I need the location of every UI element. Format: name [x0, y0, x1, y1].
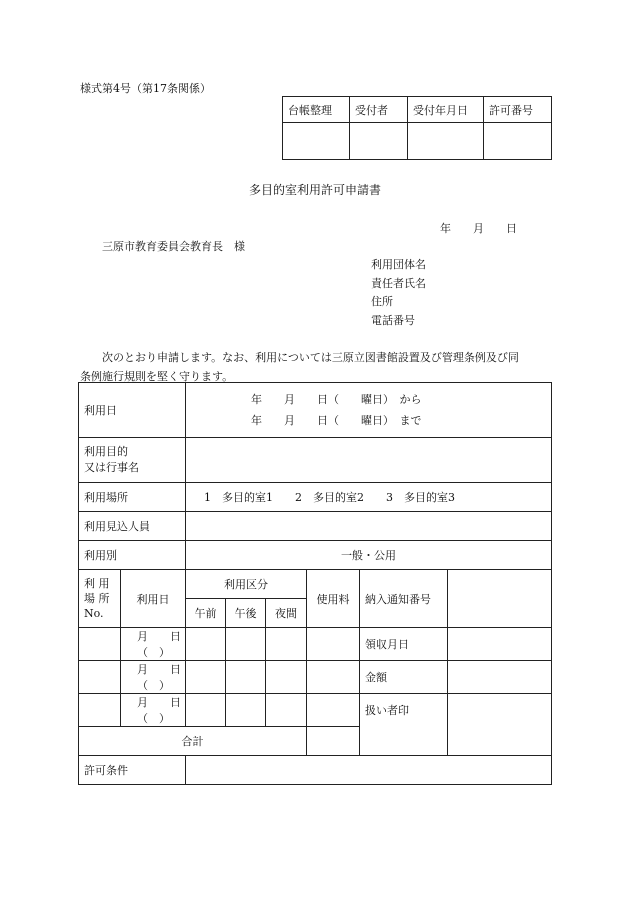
permit-number-header: 許可番号 — [484, 97, 552, 123]
reception-date-header: 受付年月日 — [408, 97, 484, 123]
applicant-phone-label: 電話番号 — [371, 314, 415, 327]
row1-date[interactable]: 月 日（ ） — [121, 628, 186, 661]
conditions-field[interactable] — [186, 756, 552, 785]
category-label: 利用別 — [79, 541, 186, 570]
payment-notice-label: 納入通知番号 — [360, 570, 448, 628]
total-label: 合計 — [79, 727, 307, 756]
place-number-line-3: No. — [84, 607, 104, 620]
purpose-label — [79, 438, 186, 483]
applicant-name-label: 責任者氏名 — [371, 277, 426, 290]
morning-header: 午前 — [186, 599, 226, 628]
usage-day-header: 利用日 — [121, 570, 186, 628]
form-number: 様式第4号（第17条関係） — [80, 82, 211, 95]
ledger-cell[interactable] — [283, 123, 350, 160]
office-use-table — [282, 96, 552, 160]
total-fee[interactable] — [307, 727, 360, 756]
row3-place-number[interactable] — [79, 694, 121, 727]
row1-place-number[interactable] — [79, 628, 121, 661]
row1-fee[interactable] — [307, 628, 360, 661]
row3-date[interactable]: 月 日（ ） — [121, 694, 186, 727]
purpose-field[interactable] — [186, 438, 552, 483]
night-header: 夜間 — [266, 599, 307, 628]
amount-field[interactable] — [448, 661, 552, 694]
purpose-label-line-2: 又は行事名 — [84, 461, 139, 474]
date-line: 年 月 日 — [440, 222, 517, 235]
row3-afternoon[interactable] — [226, 694, 266, 727]
row3-morning[interactable] — [186, 694, 226, 727]
usage-date-cell[interactable] — [186, 383, 552, 438]
usage-date-label: 利用日 — [79, 383, 186, 438]
amount-label: 金額 — [360, 661, 448, 694]
attendees-label: 利用見込人員 — [79, 512, 186, 541]
row2-place-number[interactable] — [79, 661, 121, 694]
permit-number-cell[interactable] — [484, 123, 552, 160]
category-value[interactable]: 一般・公用 — [186, 541, 552, 570]
place-options[interactable]: 1 多目的室1 2 多目的室2 3 多目的室3 — [186, 483, 552, 512]
row1-morning[interactable] — [186, 628, 226, 661]
row2-morning[interactable] — [186, 661, 226, 694]
receiver-header: 受付者 — [350, 97, 408, 123]
statement-line-2: 条例施行規則を堅く守ります。 — [80, 370, 234, 383]
row1-night[interactable] — [266, 628, 307, 661]
row1-afternoon[interactable] — [226, 628, 266, 661]
fee-header: 使用料 — [307, 570, 360, 628]
receiver-cell[interactable] — [350, 123, 408, 160]
payment-notice-field[interactable] — [448, 570, 552, 628]
place-number-label — [79, 570, 121, 628]
ledger-header: 台帳整理 — [283, 97, 350, 123]
form-title: 多目的室利用許可申請書 — [249, 183, 382, 197]
applicant-address-label: 住所 — [371, 295, 393, 308]
place-label: 利用場所 — [79, 483, 186, 512]
conditions-label: 許可条件 — [79, 756, 186, 785]
usage-date-from: 年 月 日（ 曜日） から — [251, 393, 422, 406]
addressee: 三原市教育委員会教育長 様 — [102, 240, 245, 253]
row2-afternoon[interactable] — [226, 661, 266, 694]
application-table — [78, 382, 552, 785]
purpose-label-line-1: 利用目的 — [84, 445, 128, 458]
receipt-date-label: 領収月日 — [360, 628, 448, 661]
row3-fee[interactable] — [307, 694, 360, 727]
place-number-line-2: 場 所 — [84, 592, 110, 605]
receipt-date-field[interactable] — [448, 628, 552, 661]
row2-date[interactable]: 月 日（ ） — [121, 661, 186, 694]
handler-seal-label: 扱い者印 — [360, 694, 448, 756]
row3-night[interactable] — [266, 694, 307, 727]
afternoon-header: 午後 — [226, 599, 266, 628]
row2-night[interactable] — [266, 661, 307, 694]
handler-seal-field[interactable] — [448, 694, 552, 756]
usage-date-to: 年 月 日（ 曜日） まで — [251, 414, 422, 427]
row2-fee[interactable] — [307, 661, 360, 694]
usage-division-header: 利用区分 — [186, 570, 307, 599]
applicant-org-label: 利用団体名 — [371, 258, 426, 271]
place-number-line-1: 利 用 — [84, 577, 110, 590]
statement-line-1: 次のとおり申請します。なお、利用については三原立図書館設置及び管理条例及び同 — [102, 351, 519, 364]
reception-date-cell[interactable] — [408, 123, 484, 160]
attendees-field[interactable] — [186, 512, 552, 541]
